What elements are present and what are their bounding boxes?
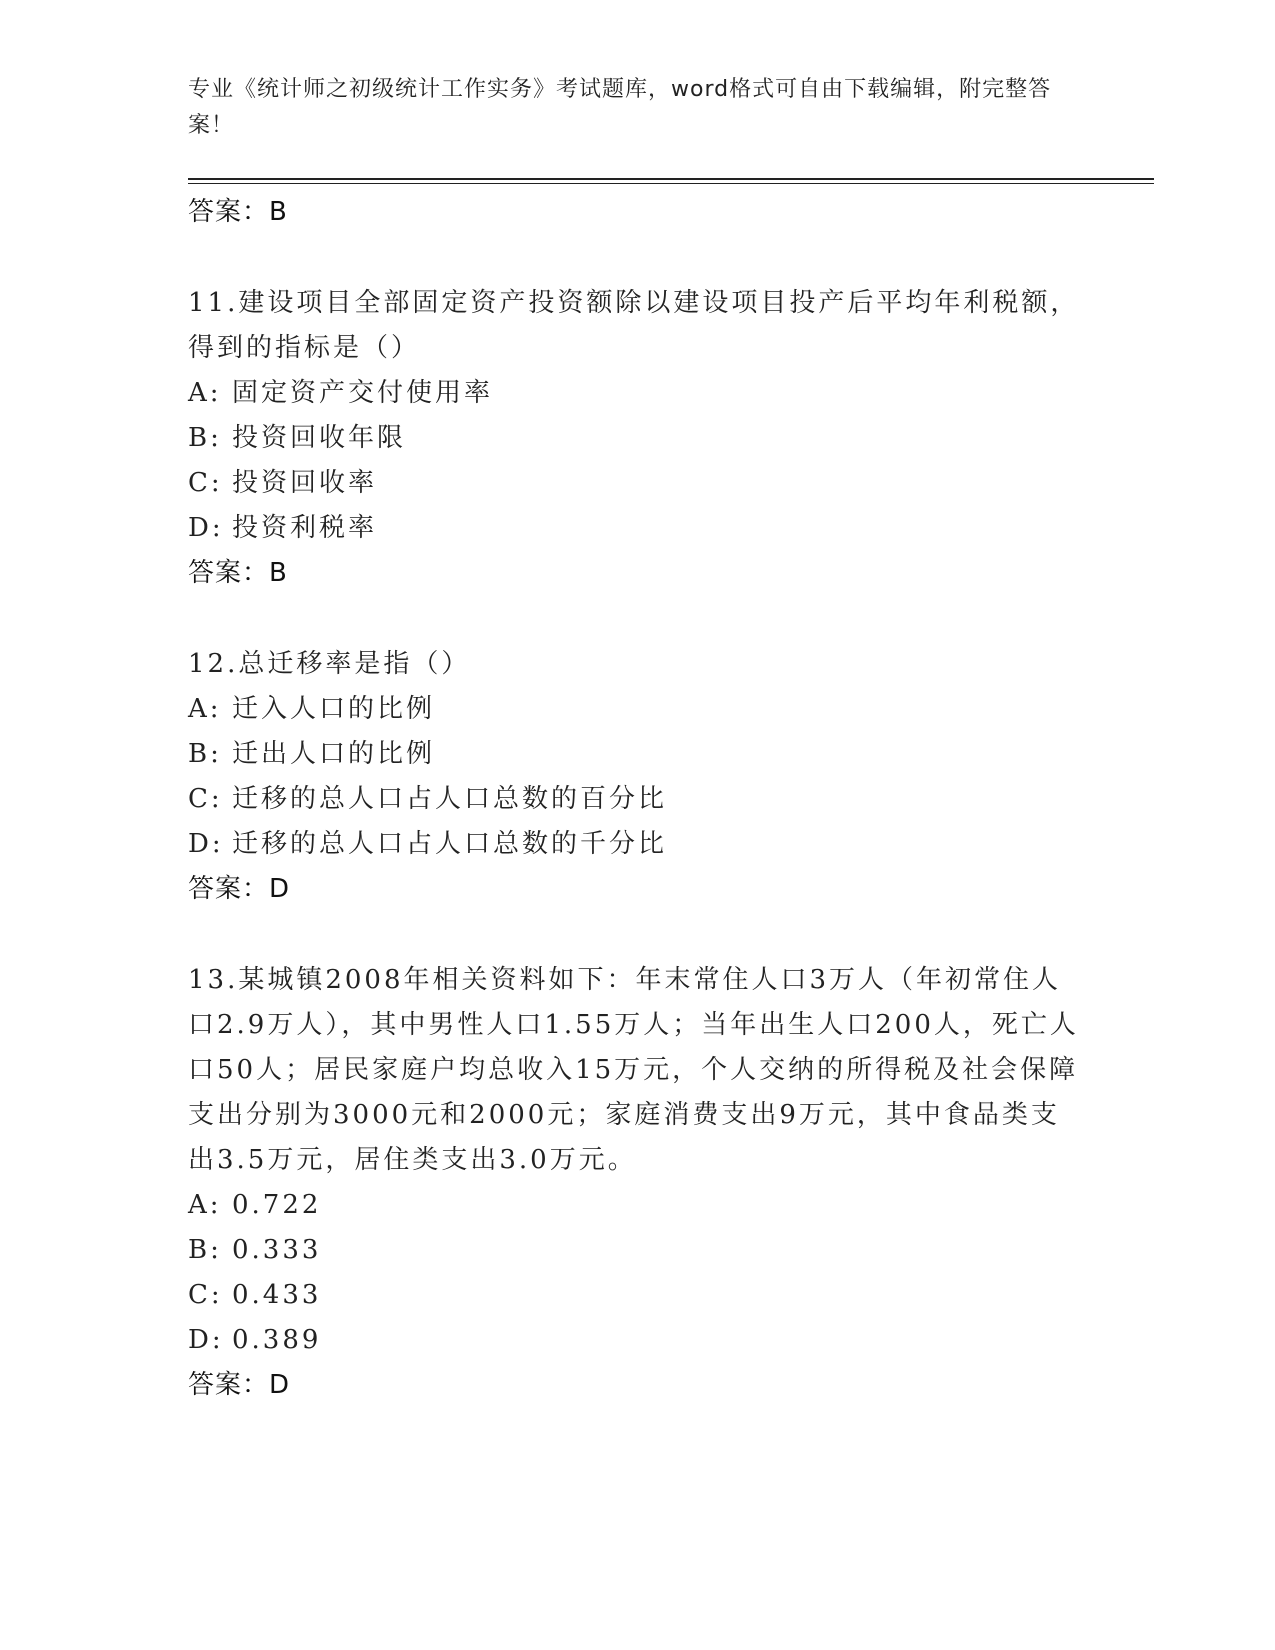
option-a [188,1183,1088,1228]
option-c [188,1273,1088,1318]
header-divider-thin [188,183,1154,184]
option-text: 0.333 [232,1235,322,1265]
option-label: B: [188,1235,222,1265]
option-a [188,371,1088,416]
answer-line: 答案：D [188,874,291,904]
question-block [188,281,1088,595]
option-d [188,1318,1088,1363]
option-label: A: [188,694,222,724]
option-label: C: [188,468,223,498]
option-c [188,461,1088,506]
option-c [188,777,1088,822]
question-stem: 13.某城镇2008年相关资料如下：年末常住人口3万人（年初常住人口2.9万人），其中男性人口1.55万人；当年出生人口200人，死亡人口50人；居民家庭户均总收入15万元，个人交纳的所得税及社会保障支出分别为3000元和2000元；家庭消费支出9万元，其中食品类支出3.5万元，居住类支出3.0万元。 [188,965,1079,1175]
question-stem: 11.建设项目全部固定资产投资额除以建设项目投产后平均年利税额，得到的指标是（） [188,288,1080,363]
option-text: 投资回收年限 [232,423,407,453]
answer-line: 答案：B [188,197,288,227]
option-text: 0.433 [232,1280,322,1310]
option-label: C: [188,1280,223,1310]
answer-line: 答案：D [188,1370,291,1400]
option-label: D: [188,1325,224,1355]
option-label: A: [188,1190,222,1220]
option-text: 投资回收率 [232,468,378,498]
option-text: 迁出人口的比例 [232,739,436,769]
option-b [188,1228,1088,1273]
answer-line: 答案：B [188,558,288,588]
option-text: 迁移的总人口占人口总数的千分比 [232,829,668,859]
option-text: 投资利税率 [232,513,378,543]
option-label: A: [188,378,222,408]
question-stem: 12.总迁移率是指（） [188,649,471,679]
option-label: B: [188,739,222,769]
option-text: 0.722 [232,1190,322,1220]
option-b [188,416,1088,461]
option-d [188,506,1088,551]
option-text: 迁移的总人口占人口总数的百分比 [232,784,668,814]
option-d [188,822,1088,867]
option-label: D: [188,829,224,859]
option-text: 迁入人口的比例 [232,694,436,724]
option-label: B: [188,423,222,453]
question-block [188,642,1088,911]
option-a [188,687,1088,732]
option-text: 0.389 [232,1325,322,1355]
page-header: 专业《统计师之初级统计工作实务》考试题库，word格式可自由下载编辑，附完整答案！ [188,77,1052,138]
option-b [188,732,1088,777]
option-text: 固定资产交付使用率 [232,378,494,408]
question-block [188,958,1088,1407]
option-label: C: [188,784,223,814]
option-label: D: [188,513,224,543]
header-divider-thick [188,178,1154,180]
question-list [188,190,1088,1407]
